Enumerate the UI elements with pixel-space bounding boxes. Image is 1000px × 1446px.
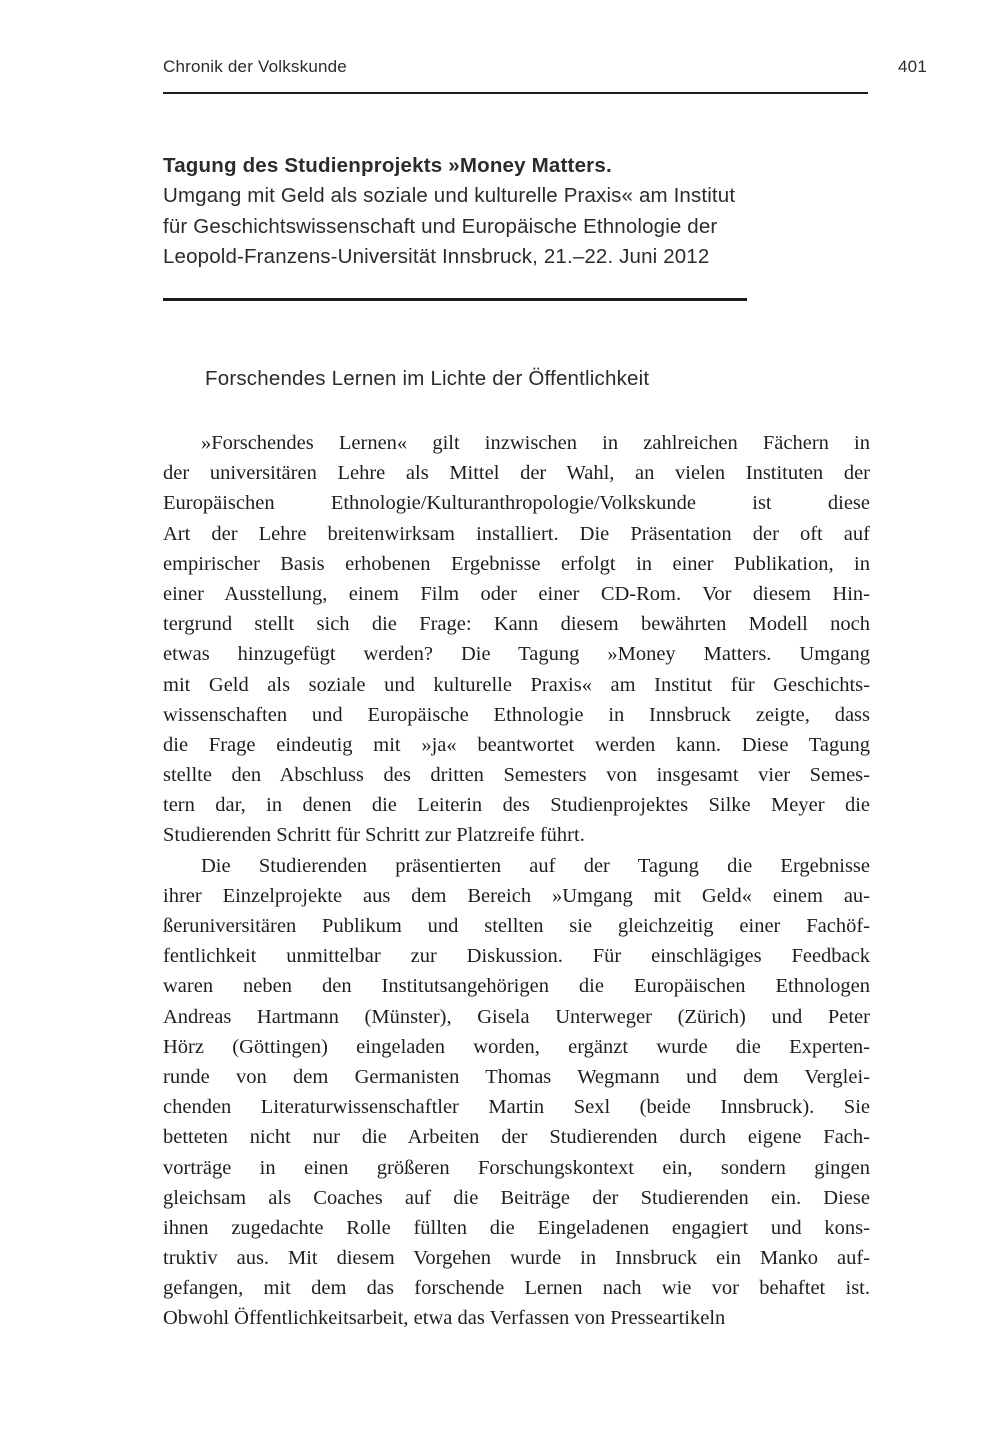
body-line: chenden Literaturwissenschaftler Martin Sexl (beide Innsbruck). Sie xyxy=(163,1096,870,1119)
body-line: betteten nicht nur die Arbeiten der Studierenden durch eigene Fach- xyxy=(163,1126,870,1149)
body-line: Studierenden Schritt für Schritt zur Platzreife führt. xyxy=(163,824,585,847)
body-line: Art der Lehre breitenwirksam installiert. Die Präsentation der oft auf xyxy=(163,522,870,545)
title-rule xyxy=(163,298,747,301)
article-subtitle-line: Leopold-Franzens-Universität Innsbruck, 21.–22. Juni 2012 xyxy=(163,245,710,269)
body-line: runde von dem Germanisten Thomas Wegmann und dem Verglei- xyxy=(163,1065,870,1088)
article-title: Tagung des Studienprojekts »Money Matters. xyxy=(163,154,612,177)
body-line: Die Studierenden präsentierten auf der Tagung die Ergebnisse xyxy=(201,854,870,877)
body-line: ihnen zugedachte Rolle füllten die Eingeladenen engagiert und kons- xyxy=(163,1216,870,1239)
section-heading: Forschendes Lernen im Lichte der Öffentlichkeit xyxy=(205,367,650,390)
article-subtitle-line: Umgang mit Geld als soziale und kulturelle Praxis« am Institut xyxy=(163,184,736,208)
body-line: mit Geld als soziale und kulturelle Praxis« am Institut für Geschichts- xyxy=(163,673,870,696)
body-line: wissenschaften und Europäische Ethnologie in Innsbruck zeigte, dass xyxy=(163,703,870,726)
body-line: Europäischen Ethnologie/Kulturanthropologie/Volkskunde ist diese xyxy=(163,492,870,515)
body-line: Obwohl Öffentlichkeitsarbeit, etwa das Verfassen von Presseartikeln xyxy=(163,1307,726,1330)
page-number: 401 xyxy=(898,57,927,76)
body-line: tern dar, in denen die Leiterin des Studienprojektes Silke Meyer die xyxy=(163,794,870,817)
body-line: empirischer Basis erhobenen Ergebnisse erfolgt in einer Publikation, in xyxy=(163,552,870,575)
body-line: waren neben den Institutsangehörigen die Europäischen Ethnologen xyxy=(163,975,870,998)
body-line: gleichsam als Coaches auf die Beiträge der Studierenden ein. Diese xyxy=(163,1186,870,1209)
body-line: tergrund stellt sich die Frage: Kann diesem bewährten Modell noch xyxy=(163,613,870,636)
body-line: etwas hinzugefügt werden? Die Tagung »Money Matters. Umgang xyxy=(163,643,870,666)
body-line: stellte den Abschluss des dritten Semesters von insgesamt vier Semes- xyxy=(163,764,870,787)
running-head: Chronik der Volkskunde xyxy=(163,57,347,76)
body-line: gefangen, mit dem das forschende Lernen nach wie vor behaftet ist. xyxy=(163,1277,870,1300)
body-line: »Forschendes Lernen« gilt inzwischen in zahlreichen Fächern in xyxy=(201,432,870,454)
running-head-row xyxy=(163,57,927,77)
body-line: ßeruniversitären Publikum und stellten sie gleichzeitig einer Fachöf- xyxy=(163,915,870,937)
body-line: vorträge in einen größeren Forschungskontext ein, sondern gingen xyxy=(163,1156,870,1179)
title-block xyxy=(163,151,870,273)
article-body xyxy=(163,428,870,1334)
header-rule xyxy=(163,92,868,94)
body-line: die Frage eindeutig mit »ja« beantwortet werden kann. Diese Tagung xyxy=(163,733,870,756)
body-line: Hörz (Göttingen) eingeladen worden, ergänzt wurde die Experten- xyxy=(163,1035,870,1058)
body-line: ihrer Einzelprojekte aus dem Bereich »Umgang mit Geld« einem au- xyxy=(163,884,870,907)
article-subtitle-line: für Geschichtswissenschaft und Europäische Ethnologie der xyxy=(163,214,718,238)
body-line: truktiv aus. Mit diesem Vorgehen wurde in Innsbruck ein Manko auf- xyxy=(163,1247,870,1270)
body-line: einer Ausstellung, einem Film oder einer CD-Rom. Vor diesem Hin- xyxy=(163,582,870,605)
body-line: Andreas Hartmann (Münster), Gisela Unterweger (Zürich) und Peter xyxy=(163,1005,870,1028)
body-line: der universitären Lehre als Mittel der Wahl, an vielen Instituten der xyxy=(163,462,870,485)
body-line: fentlichkeit unmittelbar zur Diskussion. Für einschlägiges Feedback xyxy=(163,945,870,968)
